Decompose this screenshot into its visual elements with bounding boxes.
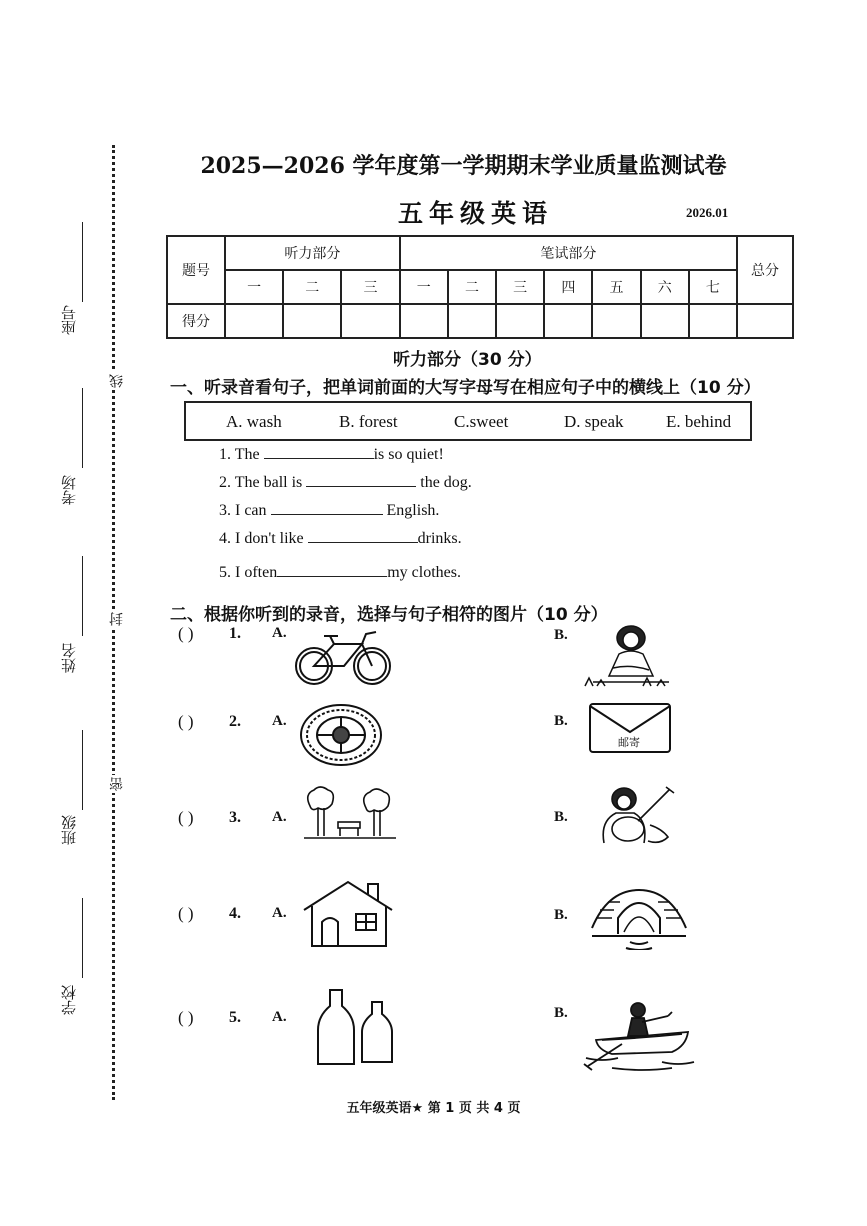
score-cell[interactable] (592, 304, 640, 338)
envelope-icon[interactable] (588, 702, 672, 754)
exam-date: 2026.01 (686, 205, 729, 220)
exam-room-line (82, 388, 83, 468)
answer-blank[interactable] (271, 500, 383, 515)
subject-title: 五年级英语 (398, 199, 554, 228)
listening-col-2: 二 (283, 270, 341, 304)
girl-sitting-grass-icon[interactable] (583, 620, 673, 690)
stone-bridge-icon[interactable] (590, 888, 688, 950)
option-b-label: B. (554, 627, 568, 643)
writing-col-5: 五 (592, 270, 640, 304)
answer-paren[interactable]: ( ) (178, 1008, 194, 1027)
class-line (82, 730, 83, 810)
school-label: 学校 (60, 985, 78, 1015)
word-option-a: A. wash (226, 412, 282, 431)
score-cell[interactable] (283, 304, 341, 338)
section2-title: 二、根据你听到的录音，选择与句子相符的图片（10 分） (170, 605, 608, 625)
park-trees-bench-icon[interactable] (302, 784, 398, 842)
option-b-label: B. (554, 713, 568, 729)
seat-number-label: 座号 (60, 305, 78, 335)
listening-header: 听力部分 (225, 236, 400, 270)
bottles-icon[interactable] (312, 988, 396, 1066)
option-a-label: A. (272, 713, 287, 729)
word-option-d: D. speak (564, 412, 624, 431)
option-b-label: B. (554, 809, 568, 825)
bicycle-icon[interactable] (294, 628, 394, 688)
option-b-label: B. (554, 1005, 568, 1021)
score-cell[interactable] (225, 304, 283, 338)
option-a-label: A. (272, 625, 287, 641)
option-a-label: A. (272, 905, 287, 921)
exam-room-label: 考场 (60, 475, 78, 505)
question-number: 2. (229, 713, 241, 730)
sentence-4: 4. I don't like drinks. (219, 530, 462, 547)
seal-mark-secret: 密 (109, 777, 125, 791)
sentence-1: 1. The is so quiet! (219, 446, 444, 463)
seat-number-line (82, 222, 83, 302)
answer-blank[interactable] (308, 528, 418, 543)
question-number: 4. (229, 905, 241, 922)
total-header: 总分 (737, 236, 793, 304)
score-cell[interactable] (544, 304, 592, 338)
score-cell[interactable] (737, 304, 793, 338)
row-header: 题号 (167, 236, 225, 304)
question-number: 3. (229, 809, 241, 826)
score-cell[interactable] (448, 304, 496, 338)
writing-col-6: 六 (641, 270, 689, 304)
question-number: 5. (229, 1009, 241, 1026)
envelope-text: 邮寄 (618, 736, 640, 749)
writing-col-2: 二 (448, 270, 496, 304)
score-cell[interactable] (496, 304, 544, 338)
answer-paren[interactable]: ( ) (178, 904, 194, 923)
word-option-b: B. forest (339, 412, 398, 431)
score-cell[interactable] (400, 304, 448, 338)
name-label: 姓名 (60, 643, 78, 673)
listening-col-3: 三 (341, 270, 399, 304)
page-footer: 五年级英语★ 第 1 页 共 4 页 (346, 1101, 521, 1116)
listening-col-1: 一 (225, 270, 283, 304)
option-a-label: A. (272, 1009, 287, 1025)
score-table (166, 235, 794, 339)
score-cell[interactable] (641, 304, 689, 338)
sentence-3: 3. I can English. (219, 502, 440, 519)
writing-col-3: 三 (496, 270, 544, 304)
listening-heading: 听力部分（30 分） (393, 350, 542, 370)
answer-paren[interactable]: ( ) (178, 712, 194, 731)
sentence-2: 2. The ball is the dog. (219, 474, 472, 491)
question-number: 1. (229, 625, 241, 642)
writing-col-4: 四 (544, 270, 592, 304)
seal-mark-seal: 封 (109, 612, 125, 626)
writing-col-1: 一 (400, 270, 448, 304)
answer-paren[interactable]: ( ) (178, 808, 194, 827)
rowing-boat-icon[interactable] (582, 1000, 702, 1072)
word-option-e: E. behind (666, 412, 732, 431)
sentence-5: 5. I often my clothes. (219, 564, 461, 581)
option-a-label: A. (272, 809, 287, 825)
answer-blank[interactable] (264, 444, 374, 459)
house-icon[interactable] (302, 880, 394, 948)
girl-playing-pipa-icon[interactable] (590, 785, 680, 847)
word-option-c: C.sweet (454, 412, 509, 431)
name-line (82, 556, 83, 636)
answer-blank[interactable] (306, 472, 416, 487)
class-label: 班级 (60, 815, 78, 845)
exam-title: 2025—2026 学年度第一学期期末学业质量监测试卷 (200, 153, 727, 179)
writing-col-7: 七 (689, 270, 737, 304)
score-cell[interactable] (689, 304, 737, 338)
word-options-box (184, 401, 752, 441)
mooncake-icon[interactable] (298, 702, 384, 768)
score-cell[interactable] (341, 304, 399, 338)
option-b-label: B. (554, 907, 568, 923)
section1-title: 一、听录音看句子，把单词前面的大写字母写在相应句子中的横线上（10 分） (170, 378, 761, 398)
score-row-label: 得分 (167, 304, 225, 338)
writing-header: 笔试部分 (400, 236, 737, 270)
answer-paren[interactable]: ( ) (178, 624, 194, 643)
seal-mark-line: 线 (109, 374, 125, 388)
answer-blank[interactable] (277, 562, 387, 577)
school-line (82, 898, 83, 978)
